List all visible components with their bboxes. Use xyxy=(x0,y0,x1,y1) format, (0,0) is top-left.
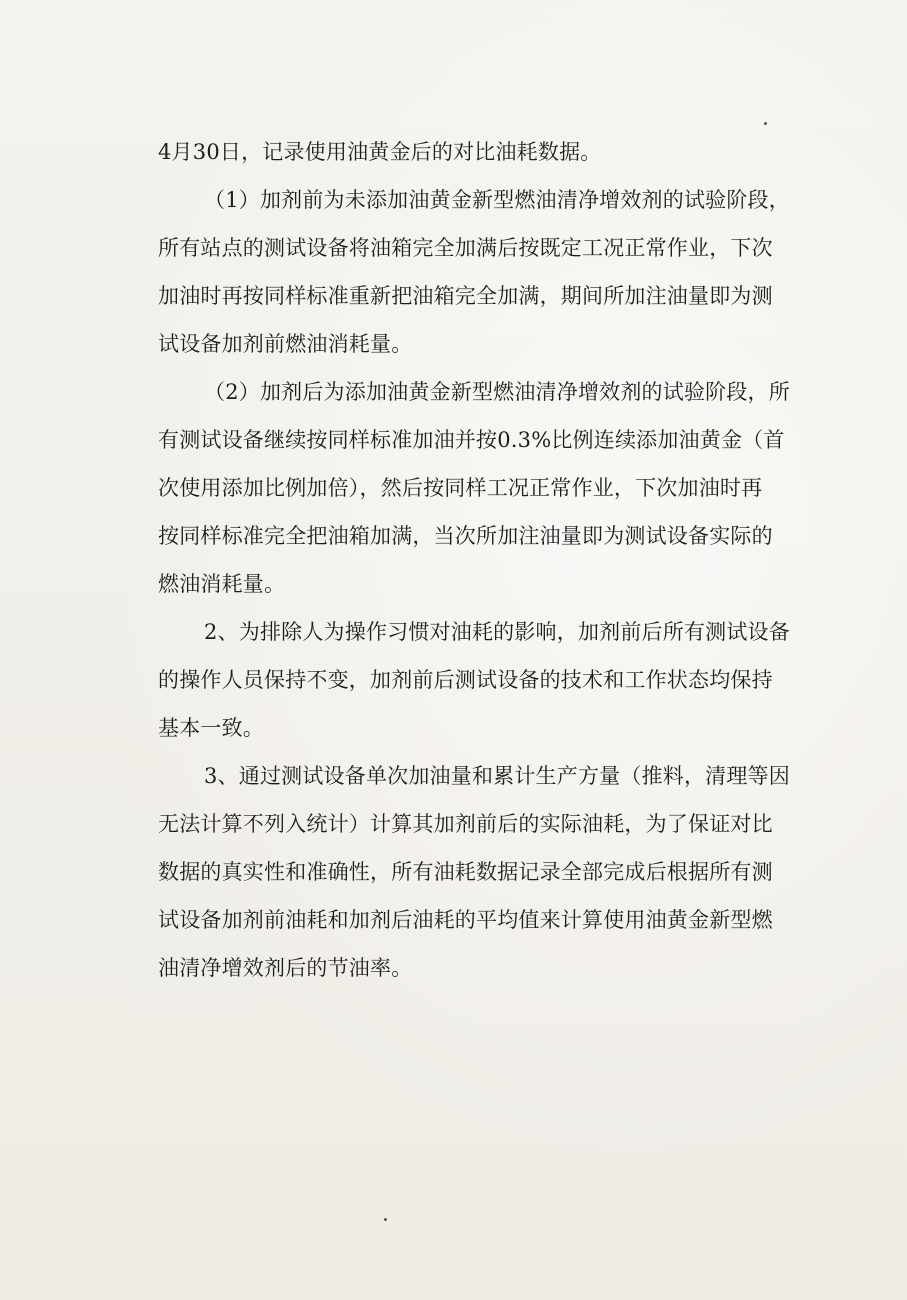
text-line: 的操作人员保持不变，加剂前后测试设备的技术和工作状态均保持 xyxy=(158,668,773,692)
text-line: 试设备加剂前燃油消耗量。 xyxy=(158,332,413,356)
text-line: 4月30日，记录使用油黄金后的对比油耗数据。 xyxy=(158,140,602,164)
text-line: 试设备加剂前油耗和加剂后油耗的平均值来计算使用油黄金新型燃 xyxy=(158,908,773,932)
text-line: 基本一致。 xyxy=(158,716,264,740)
text-line: 油清净增效剂后的节油率。 xyxy=(158,956,413,980)
text-line: 加油时再按同样标准重新把油箱完全加满，期间所加注油量即为测 xyxy=(158,284,773,308)
paragraph-2-line: （2）加剂后为添加油黄金新型燃油清净增效剂的试验阶段，所 xyxy=(204,380,790,404)
paper-speck xyxy=(384,1218,387,1221)
paragraph-1-line: （1）加剂前为未添加油黄金新型燃油清净增效剂的试验阶段， xyxy=(204,188,790,212)
text-line: 所有站点的测试设备将油箱完全加满后按既定工况正常作业，下次 xyxy=(158,236,773,260)
text-line: 有测试设备继续按同样标准加油并按0.3%比例连续添加油黄金（首 xyxy=(158,428,785,452)
text-line: 燃油消耗量。 xyxy=(158,572,286,596)
text-line: 数据的真实性和准确性，所有油耗数据记录全部完成后根据所有测 xyxy=(158,860,773,884)
item-3-line: 3、通过测试设备单次加油量和累计生产方量（推料，清理等因 xyxy=(204,764,790,788)
item-2-line: 2、为排除人为操作习惯对油耗的影响，加剂前后所有测试设备 xyxy=(204,620,790,644)
text-line: 按同样标准完全把油箱加满，当次所加注油量即为测试设备实际的 xyxy=(158,524,773,548)
text-line: 次使用添加比例加倍），然后按同样工况正常作业，下次加油时再 xyxy=(158,476,763,500)
text-line: 无法计算不列入统计）计算其加剂前后的实际油耗，为了保证对比 xyxy=(158,812,773,836)
paper-speck xyxy=(764,122,767,125)
